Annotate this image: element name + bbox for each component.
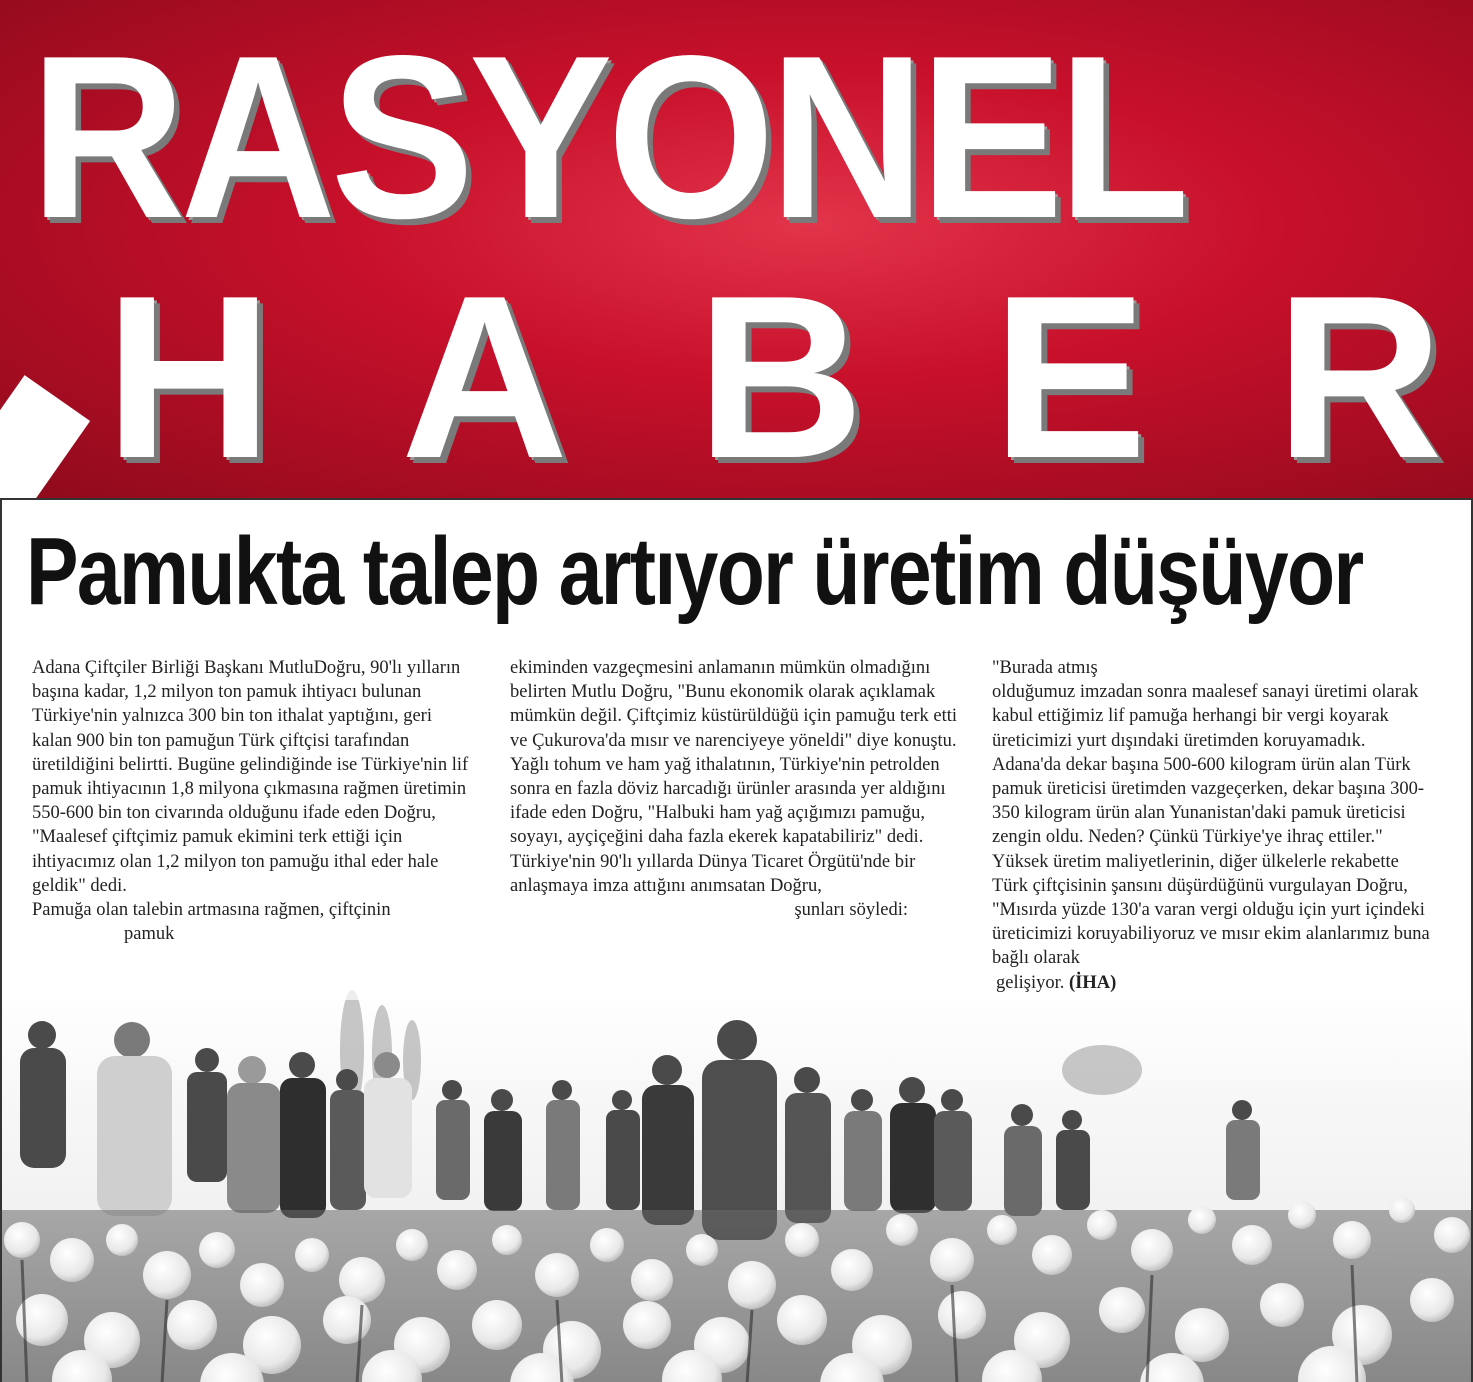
article-paragraph: Türkiye'nin 90'lı yıllarda Dünya Ticaret Örgütü'nde bir anlaşmaya imza attığını anımsatan Doğru, (510, 851, 916, 896)
masthead-letter: H (105, 248, 273, 498)
article-paragraph-tail: şunları söyledi: (794, 900, 908, 921)
article-paragraph: olduğumuz imzadan sonra maalesef sanayi üretimi olarak kabul ettiğimiz lif pamuğa herhangi bir vergi koyarak üreticimizi yurt dışındaki üretimden koruyamadık. Adana'da dekar başına 500-600 kilogram ürün alan Türk pamuk üreticisi üretimden vazgeçerken, dekar başına 300-350 kilogram ürün alan Yunanistan'daki pamuk üreticisi zengin oldu. Neden? Çünkü Türkiye'ye ihraç ettiler." Yüksek üretim maliyetlerinin, diğer ülkelerle rekabette Türk çiftçisinin şansını düşürdüğünü vurgulayan Doğru, "Mısırda yüzde 130'a varan vergi olduğu için yurt içindeki üreticimizi koruyabiliyoruz ve mısır ekim alanlarımız buna bağlı olarak (992, 682, 1430, 969)
cotton-field-photo (2, 940, 1471, 1382)
cotton-field-photo-graphic (2, 940, 1471, 1382)
article-column-1 (32, 656, 472, 946)
masthead-title-rasyonel: RASYONEL (30, 8, 1185, 267)
article-headline: Pamukta talep artıyor üretim düşüyor (26, 518, 1363, 625)
masthead-letter: B (696, 248, 865, 498)
article-paragraph: Pamuğa olan talebin artmasına rağmen, çiftçinin (32, 900, 391, 921)
article-column-3 (992, 656, 1432, 995)
masthead-letter: R (1275, 248, 1443, 498)
article-column-2 (510, 656, 970, 922)
masthead-letter: A (400, 248, 569, 498)
masthead-title-haber (0, 248, 1473, 498)
masthead-banner (0, 0, 1473, 498)
news-article (0, 498, 1473, 1382)
article-paragraph: ekiminden vazgeçmesini anlamanın mümkün olmadığını belirten Mutlu Doğru, "Bunu ekonomik olarak açıklamak mümkün değil. Çiftçimiz küstürüldüğü için pamuğu terk etti ve Çukurova'da mısır ve narenciyeye yöneldi" diye konuştu. Yağlı tohum ve ham yağ ithalatının, Türkiye'nin petrolden sonra en fazla döviz harcadığı ürünler arasında yer aldığını ifade eden Doğru, "Halbuki ham yağ açığımızı pamuğu, soyayı, ayçiçeğini daha fazla ekerek kapatabiliriz" dedi. (510, 658, 958, 848)
news-agency-credit: (İHA) (1068, 972, 1117, 993)
masthead-letter: E (992, 248, 1148, 498)
article-closing-word: gelişiyor. (996, 972, 1065, 993)
article-quote-start: "Burada atmış (992, 658, 1098, 678)
article-paragraph-tail: pamuk (124, 924, 175, 945)
article-paragraph: Adana Çiftçiler Birliği Başkanı MutluDoğru, 90'lı yılların başına kadar, 1,2 milyon ton pamuk ihtiyacı bulunan Türkiye'nin yalnızca 300 bin ton ithalat yaptığını, geri kalan 900 bin ton pamuğun Türk çiftçisi tarafından üretildiğini belirtti. Bugüne gelindiğinde ise Türkiye'nin lif pamuk ihtiyacının 1,8 milyona çıkmasına rağmen üretimin 550-600 bin ton civarında olduğunu ifade eden Doğru, "Maalesef çiftçimiz pamuk ekimini terk ettiği için ihtiyacımız olan 1,2 milyon ton pamuğu ithal eder hale geldik" dedi. (32, 658, 469, 896)
article-paragraph-tail (992, 971, 1432, 995)
